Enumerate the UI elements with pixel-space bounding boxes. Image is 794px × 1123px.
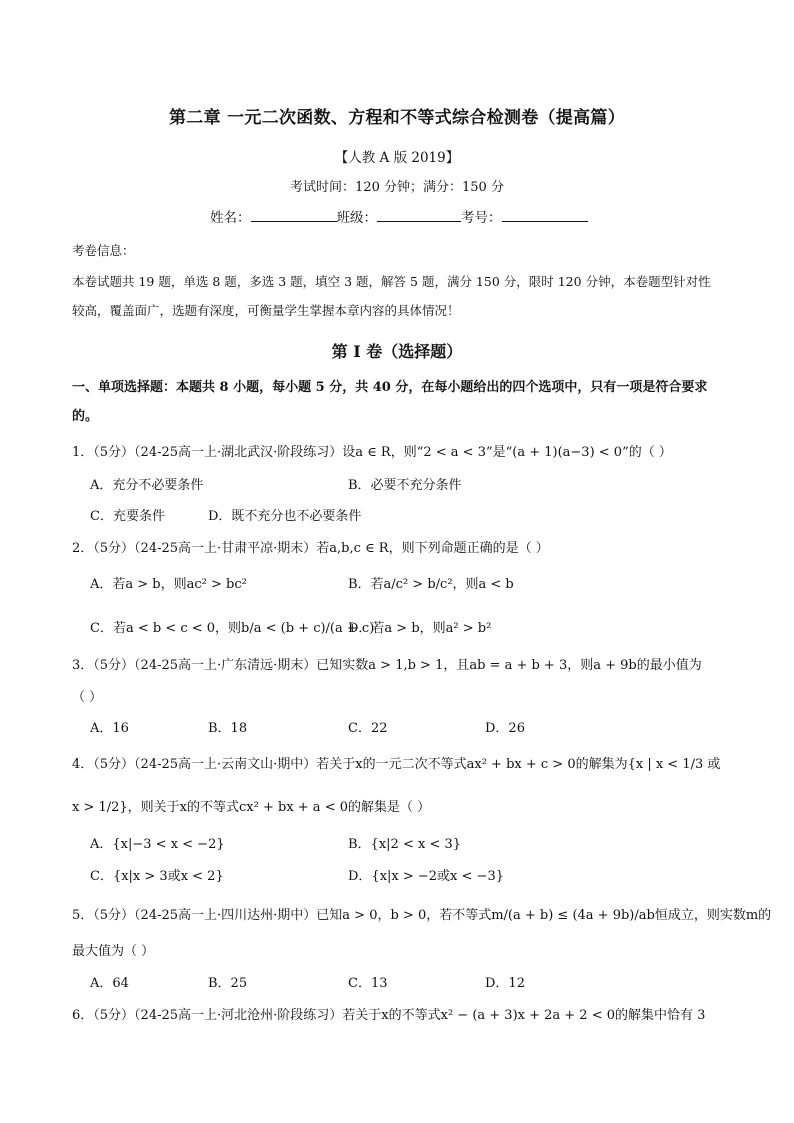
class-label: 班级： [336,210,377,226]
question-3-option-b[interactable]: B．18 [208,721,248,736]
question-2-option-c[interactable]: C．若a < b < c < 0，则b/a < (b + c)/(a + c) [90,621,375,636]
question-5-option-c[interactable]: C．13 [348,976,388,991]
section-title: 第 I 卷（选择题） [331,342,463,361]
number-label: 考号： [461,210,502,226]
question-5-option-a[interactable]: A．64 [90,976,129,991]
question-1-stem: 1．（5分）（24-25高一上·湖北武汉·阶段练习）设a ∈ R，则“2 < a < 3”是“(a + 1)(a−3) < 0”的（ ） [72,445,672,460]
question-1-option-b[interactable]: B．必要不充分条件 [348,478,462,493]
question-3-stem-cont: （ ） [72,690,103,705]
question-1-option-d[interactable]: D．既不充分也不必要条件 [208,509,362,524]
part-one-instructions: 一、单项选择题：本题共 8 小题，每小题 5 分，共 40 分，在每小题给出的四个选项中，只有一项是符合要求的。 [72,380,708,424]
question-1-option-c[interactable]: C．充要条件 [90,509,165,524]
number-field[interactable] [502,207,588,222]
question-5-option-b[interactable]: B．25 [208,976,248,991]
question-4-option-b[interactable]: B．{x|2 < x < 3} [348,837,461,852]
question-3-stem: 3．（5分）（24-25高一上·广东清远·期末）已知实数a > 1,b > 1，且ab = a + b + 3，则a + 9b的最小值为 [72,658,702,673]
question-4-option-c[interactable]: C．{x|x > 3或x < 2} [90,869,224,884]
question-2-option-a[interactable]: A．若a > b，则ac² > bc² [90,577,247,592]
question-1-option-a[interactable]: A．充分不必要条件 [90,478,204,493]
question-2-stem: 2．（5分）（24-25高一上·甘肃平凉·期末）若a,b,c ∈ R，则下列命题正确的是（ ） [72,541,549,556]
question-4-stem: 4．（5分）（24-25高一上·云南文山·期中）若关于x的一元二次不等式ax² + bx + c > 0的解集为{x | x < 1/3 或 [72,757,721,772]
edition-label: 【人教 A 版 2019】 [334,150,460,166]
paper-info-label: 考卷信息： [72,243,135,258]
question-3-option-c[interactable]: C．22 [348,721,388,736]
page-title: 第二章 一元二次函数、方程和不等式综合检测卷（提高篇） [168,108,626,128]
question-2-option-d[interactable]: D．若a > b，则a² > b² [348,621,492,636]
question-5-option-d[interactable]: D．12 [485,976,525,991]
class-field[interactable] [377,207,461,222]
paper-info-text: 本卷试题共 19 题，单选 8 题，多选 3 题，填空 3 题，解答 5 题，满分 150 分，限时 120 分钟，本卷题型针对性较高，覆盖面广，选题有深度，可衡量学生掌握本章内容的具体情况！ [72,274,711,318]
student-info-row [210,206,588,226]
question-4-stem-cont: x > 1/2}，则关于x的不等式cx² + bx + a < 0的解集是（ ） [72,800,431,815]
question-5-stem-cont: 最大值为（ ） [72,944,155,959]
name-field[interactable] [251,207,337,222]
exam-time-info: 考试时间：120 分钟；满分：150 分 [290,180,504,195]
question-4-option-d[interactable]: D．{x|x > −2或x < −3} [348,869,504,884]
question-3-option-a[interactable]: A．16 [90,721,129,736]
question-6-stem: 6．（5分）（24-25高一上·河北沧州·阶段练习）若关于x的不等式x² − (a + 3)x + 2a + 2 < 0的解集中恰有 3 [72,1008,706,1023]
question-3-option-d[interactable]: D．26 [485,721,525,736]
question-2-option-b[interactable]: B．若a/c² > b/c²，则a < b [348,577,514,592]
question-5-stem: 5．（5分）（24-25高一上·四川达州·期中）已知a > 0，b > 0，若不等式m/(a + b) ≤ (4a + 9b)/ab恒成立，则实数m的 [72,908,772,923]
question-4-option-a[interactable]: A．{x|−3 < x < −2} [90,837,225,852]
name-label: 姓名： [210,210,251,226]
